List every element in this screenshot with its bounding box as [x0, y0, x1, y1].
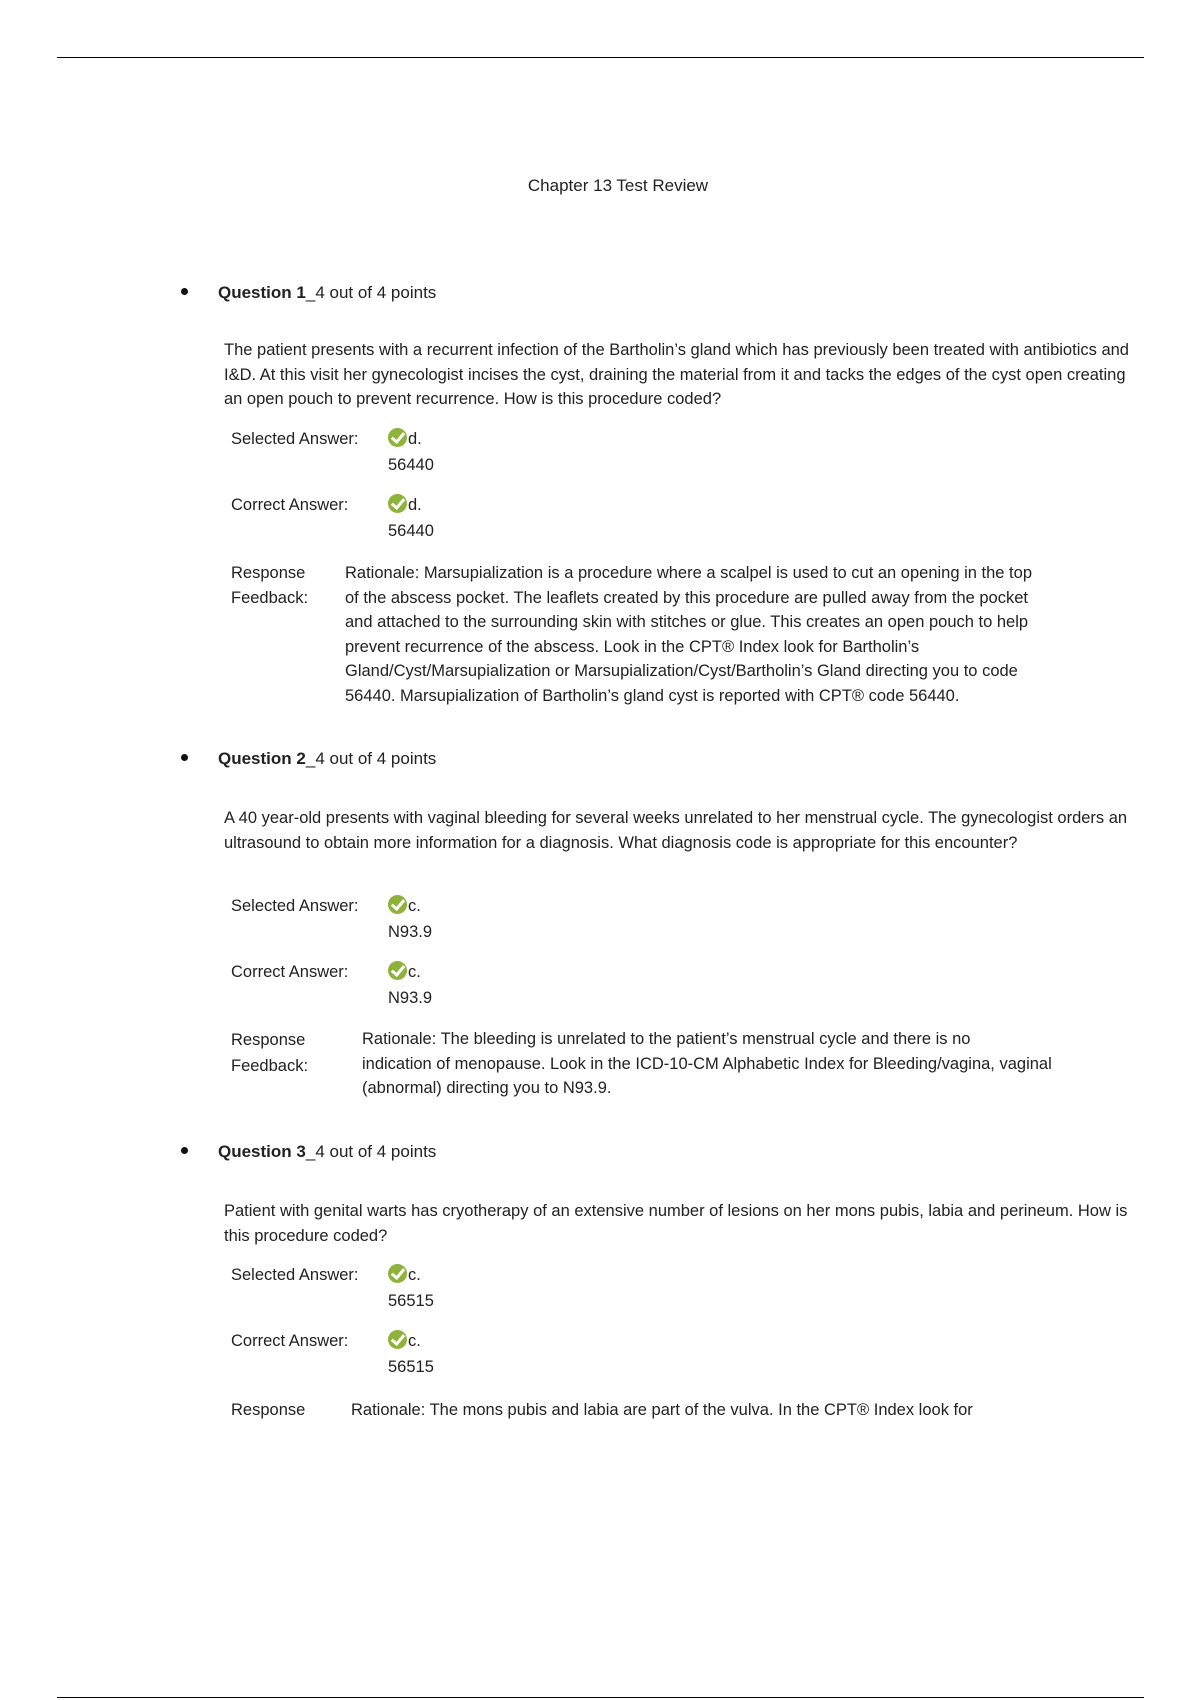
check-circle-icon — [388, 428, 407, 447]
correct-answer-value — [388, 959, 432, 1011]
feedback-line: Rationale: Marsupialization is a procedure where a scalpel is used to cut an opening in the top — [345, 564, 1032, 582]
bottom-rule — [57, 1697, 1144, 1698]
answer-letter: c. — [408, 1332, 421, 1350]
answer-code: 56440 — [388, 522, 434, 540]
check-circle-icon — [388, 494, 407, 513]
response-feedback-label — [231, 561, 331, 610]
answer-code: N93.9 — [388, 989, 433, 1007]
feedback-line: indication of menopause. Look in the ICD-10-CM Alphabetic Index for Bleeding/vagina, vaginal — [362, 1054, 1052, 1073]
selected-answer-label: Selected Answer: — [231, 1266, 359, 1284]
question-label: Question 3 — [218, 1142, 306, 1161]
answer-code: 56515 — [388, 1358, 434, 1376]
feedback-line: 56440. Marsupialization of Bartholin’s gland cyst is reported with CPT® code 56440. — [345, 686, 960, 705]
feedback-line: Rationale: The mons pubis and labia are part of the vulva. In the CPT® Index look for — [351, 1401, 973, 1419]
bullet-icon — [181, 288, 188, 295]
question-label: Question 2 — [218, 749, 306, 768]
check-circle-icon — [388, 1330, 407, 1349]
question-header — [181, 1141, 436, 1163]
selected-answer-value — [388, 893, 432, 945]
selected-answer-label: Selected Answer: — [231, 430, 359, 448]
page-title: Chapter 13 Test Review — [527, 176, 709, 195]
question-header — [181, 748, 436, 770]
feedback-line: Rationale: The bleeding is unrelated to the patient’s menstrual cycle and there is no — [362, 1030, 971, 1048]
top-rule — [57, 57, 1144, 58]
feedback-line: and attached to the surrounding skin with stitches or glue. This creates an open pouch to help — [345, 613, 1029, 631]
question-text: The patient presents with a recurrent infection of the Bartholin’s gland which has previously been treated with antibiotics and I&D. At this visit her gynecologist incises the cyst, draining the material from it and tacks the edges of the cyst open creating an open pouch to prevent recurrence. How is this procedure coded? — [224, 341, 1129, 408]
question-points: _4 out of 4 points — [305, 749, 437, 768]
correct-answer-label: Correct Answer: — [231, 1332, 349, 1350]
feedback-label-line: Feedback: — [231, 588, 309, 607]
correct-answer-value — [388, 1328, 434, 1380]
check-circle-icon — [388, 961, 407, 980]
answer-code: 56515 — [388, 1292, 434, 1310]
feedback-label-line: Response — [231, 564, 306, 582]
correct-answer-label: Correct Answer: — [231, 963, 349, 981]
answer-code: N93.9 — [388, 923, 433, 941]
response-feedback-text — [362, 1027, 1162, 1101]
response-feedback-text — [345, 561, 1145, 708]
question-text: A 40 year-old presents with vaginal bleeding for several weeks unrelated to her menstrual cycle. The gynecologist orders an ultrasound to obtain more information for a diagnosis. What diagnosis code is appropriate for this encounter? — [224, 809, 1128, 852]
check-circle-icon — [388, 895, 407, 914]
feedback-line: (abnormal) directing you to N93.9. — [362, 1079, 612, 1097]
question-label: Question 1 — [218, 283, 306, 302]
answer-letter: c. — [408, 963, 421, 981]
feedback-label-line: Response — [231, 1401, 306, 1419]
feedback-label-line: Response — [231, 1031, 306, 1049]
selected-answer-value — [388, 1262, 434, 1314]
response-feedback-label — [231, 1398, 331, 1423]
answer-letter: c. — [408, 1266, 421, 1284]
correct-answer-value — [388, 492, 434, 544]
bullet-icon — [181, 754, 188, 761]
response-feedback-text — [351, 1398, 1151, 1423]
selected-answer-label: Selected Answer: — [231, 897, 359, 915]
question-points: _4 out of 4 points — [305, 283, 437, 302]
check-circle-icon — [388, 1264, 407, 1283]
answer-letter: d. — [408, 496, 422, 514]
question-header — [181, 282, 436, 304]
answer-letter: c. — [408, 897, 421, 915]
selected-answer-value — [388, 426, 434, 478]
response-feedback-label — [231, 1027, 331, 1079]
bullet-icon — [181, 1147, 188, 1154]
feedback-line: Gland/Cyst/Marsupialization or Marsupialization/Cyst/Bartholin’s Gland directing you to code — [345, 662, 1018, 680]
question-points: _4 out of 4 points — [305, 1142, 437, 1161]
feedback-line: prevent recurrence of the abscess. Look in the CPT® Index look for Bartholin’s — [345, 637, 920, 656]
answer-letter: d. — [408, 430, 422, 448]
question-text: Patient with genital warts has cryotherapy of an extensive number of lesions on her mons pubis, labia and perineum. How is this procedure coded? — [224, 1202, 1128, 1245]
answer-code: 56440 — [388, 456, 434, 474]
feedback-line: of the abscess pocket. The leaflets created by this procedure are pulled away from the pocket — [345, 588, 1028, 607]
feedback-label-line: Feedback: — [231, 1057, 309, 1075]
correct-answer-label: Correct Answer: — [231, 496, 349, 514]
